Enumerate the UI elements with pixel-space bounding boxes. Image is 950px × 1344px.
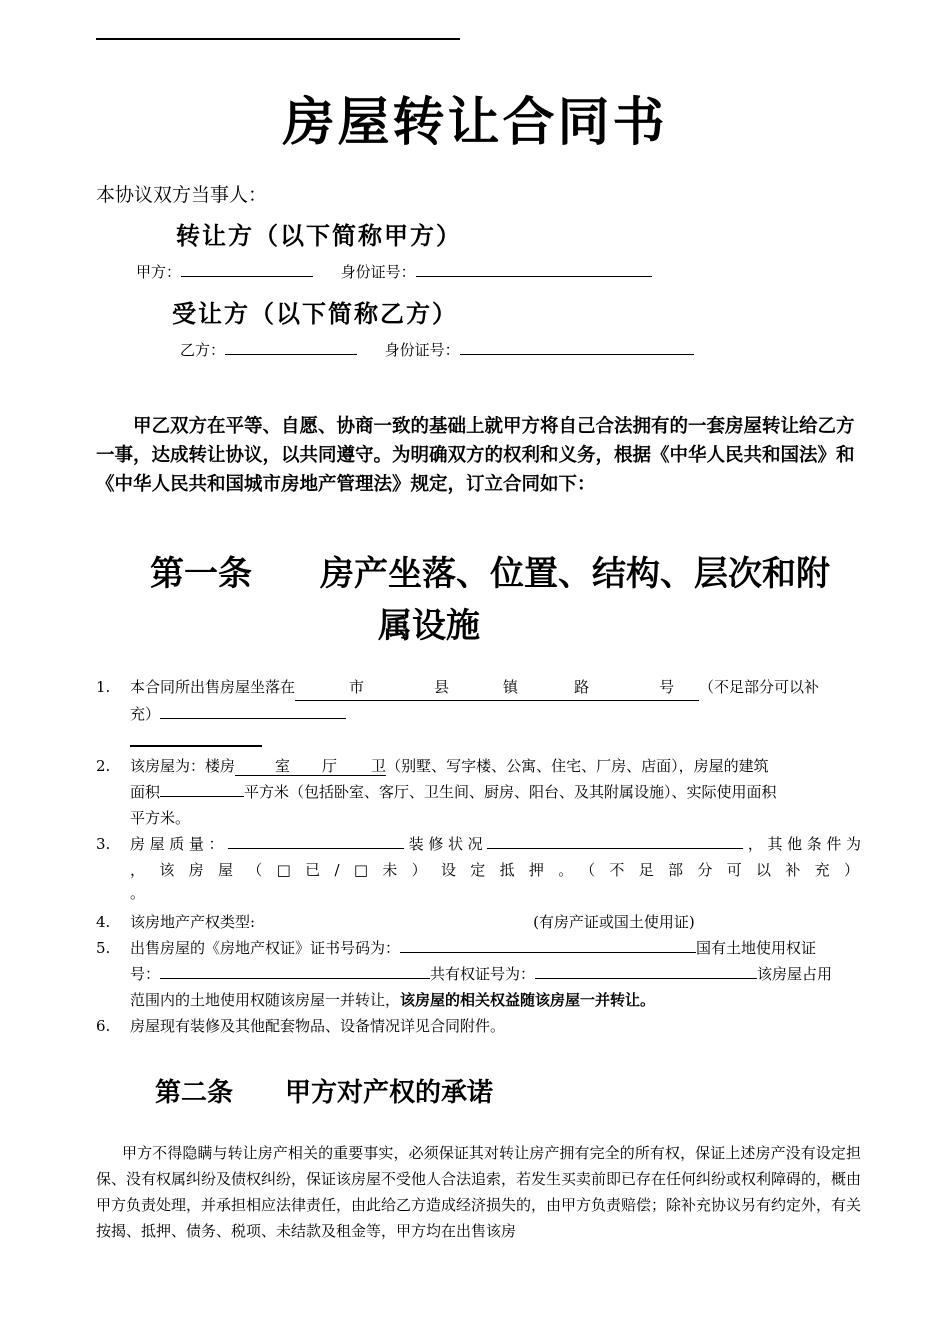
party-b-name-label: 乙方： [180, 341, 226, 359]
party-a-id-label: 身份证号： [340, 263, 416, 281]
item-number: 5. [96, 939, 111, 957]
article-1-line-2: 属设施 [378, 606, 480, 646]
party-b-line [180, 339, 694, 360]
list-item-1: 1. 本合同所出售房屋坐落在 市 县 镇 路 号 （不足部分可以补 充） [96, 674, 861, 753]
decoration-blank[interactable] [487, 833, 743, 849]
header-rule [96, 38, 460, 40]
parties-label: 本协议双方当事人： [96, 184, 268, 206]
document-title: 房屋转让合同书 [282, 92, 668, 153]
article-2-heading: 第二条 甲方对产权的承诺 [155, 1078, 494, 1108]
list-item-2: 2. 该房屋为：楼房 室 厅 卫（别墅、写字楼、公寓、住宅、厂房、店面），房屋的建筑 面积 平方米（包括卧室、客厅、卫生间、厨房、阳台、及其附属设施）、实际使用面积 平方米。 [96, 753, 861, 831]
co-ownership-certificate-blank[interactable] [535, 963, 757, 979]
party-b-id-label: 身份证号： [384, 341, 460, 359]
item-number: 2. [96, 757, 111, 775]
party-b-id-blank[interactable] [460, 339, 694, 355]
party-a-heading: 转让方（以下简称甲方） [176, 221, 462, 250]
list-item-4: 4. 该房地产产权类型: (有房产证或国土使用证) [96, 909, 861, 935]
address-supplement-blank-2[interactable] [130, 727, 262, 747]
article-1-list [96, 674, 861, 1039]
item-number: 6. [96, 1017, 111, 1035]
item-number: 3. [96, 835, 111, 853]
land-certificate-blank[interactable] [160, 963, 430, 979]
rooms-blank[interactable]: 室 厅 卫 [235, 757, 386, 776]
item-number: 4. [96, 913, 111, 931]
party-b-name-blank[interactable] [225, 339, 357, 355]
item-number: 1. [96, 678, 111, 696]
party-a-line [136, 261, 652, 282]
article-1-line-1: 第一条 房产坐落、位置、结构、层次和附 [150, 554, 830, 594]
article-2-body: 甲方不得隐瞒与转让房产相关的重要事实，必须保证其对转让房产拥有完全的所有权，保证上述房产没有设定担保、没有权属纠纷及债权纠纷，保证该房屋不受他人合法追索，若发生买卖前即已存在任何纠纷或权利障碍的，概由甲方负责处理，并承担相应法律责任，由此给乙方造成经济损失的，由甲方负责赔偿；除补充协议另有约定外，有关按揭、抵押、债务、税项、未结款及租金等，甲方均在出售该房 [96, 1144, 862, 1240]
list-item-3: 3. 房屋质量： 装修状况 ，其他条件为 ，该房屋（□已/□未）设定抵押。（不足部分可以补充） 。 [96, 831, 861, 903]
party-a-name-blank[interactable] [181, 261, 313, 277]
list-item-6: 6. 房屋现有装修及其他配套物品、设备情况详见合同附件。 [96, 1013, 861, 1039]
party-a-id-blank[interactable] [416, 261, 652, 277]
list-item-5: 5. 出售房屋的《房地产权证》证书号码为： 国有土地使用权证 号： 共有权证号为： 该房屋占用 范围内的土地使用权随该房屋一并转让，该房屋的相关权益随该房屋一并转让。 [96, 935, 861, 1013]
address-supplement-blank[interactable] [160, 703, 346, 719]
article-1-heading [150, 548, 880, 652]
quality-blank[interactable] [228, 833, 404, 849]
party-b-heading: 受让方（以下简称乙方） [172, 299, 458, 328]
building-area-blank[interactable] [160, 781, 244, 797]
intro-paragraph: 甲乙双方在平等、自愿、协商一致的基础上就甲方将自己合法拥有的一套房屋转让给乙方一事，达成转让协议，以共同遵守。为明确双方的权利和义务，根据《中华人民共和国法》和《中华人民共和国城市房地产管理法》规定，订立合同如下： [96, 416, 855, 495]
party-a-name-label: 甲方： [136, 263, 182, 281]
certificate-number-blank[interactable] [400, 937, 696, 953]
address-blank[interactable]: 市 县 镇 路 号 [295, 674, 699, 701]
